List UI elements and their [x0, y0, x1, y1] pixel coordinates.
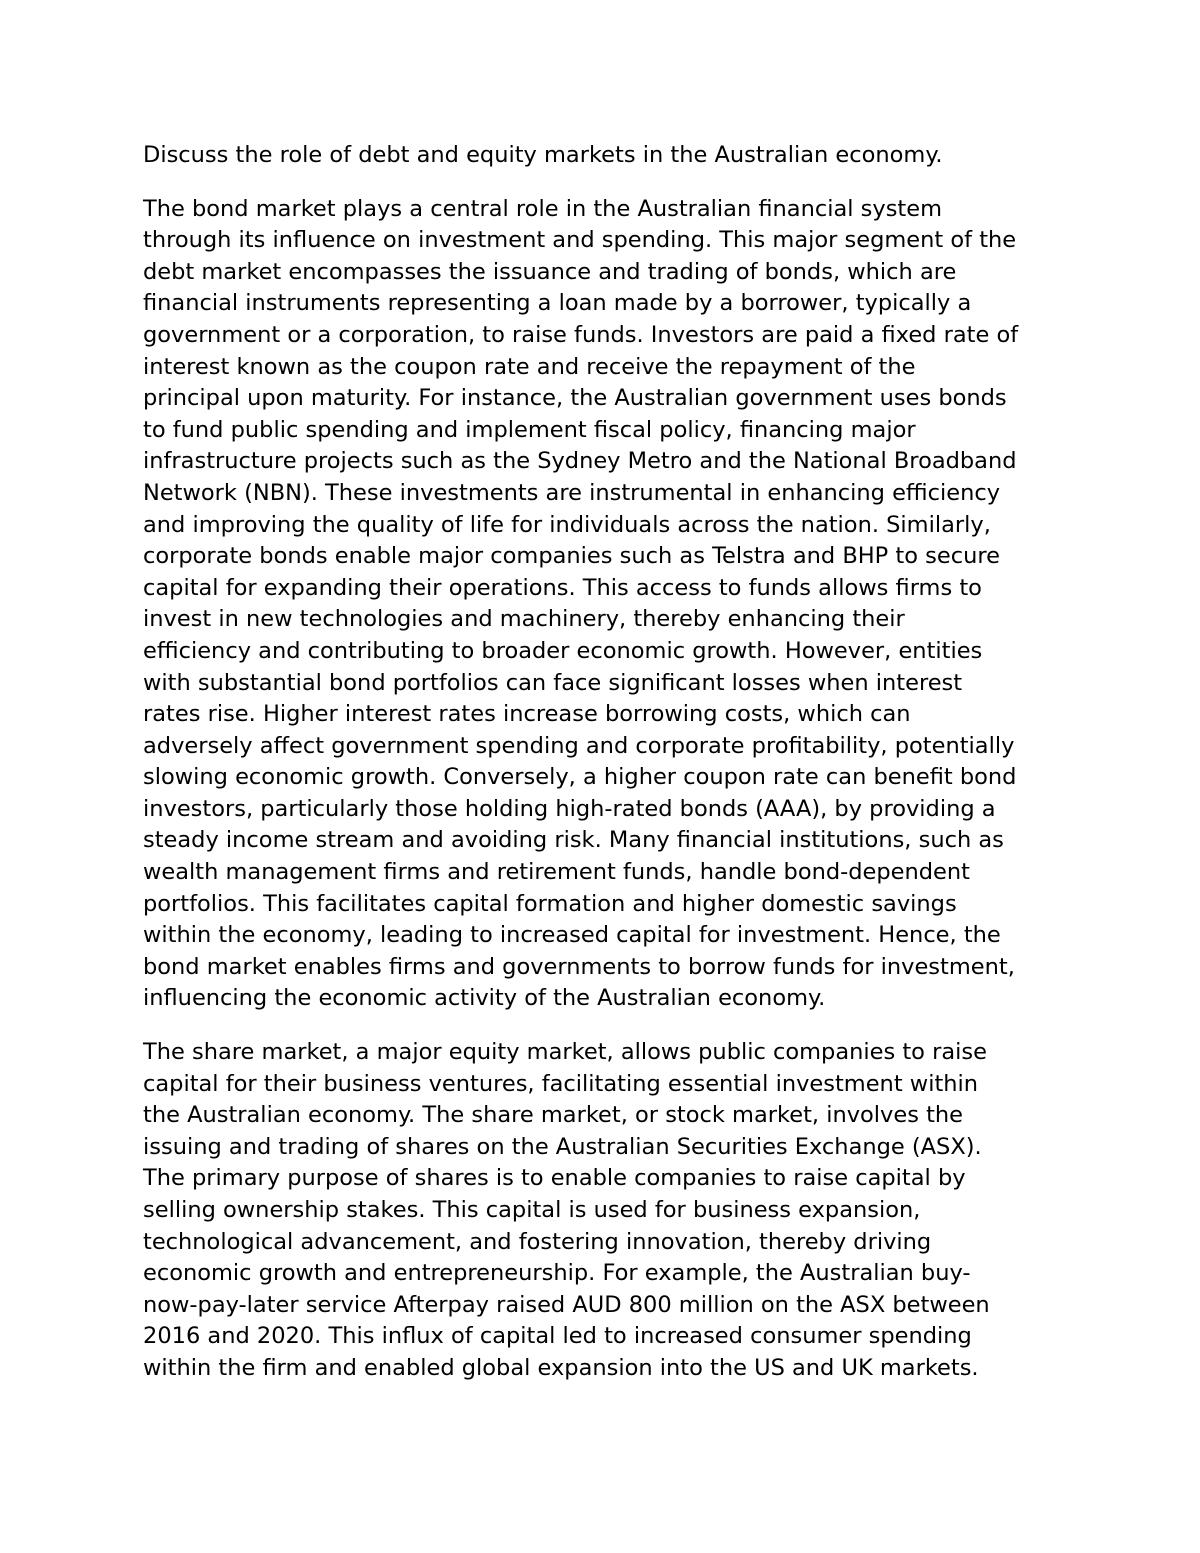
text-line: principal upon maturity. For instance, the Australian government uses bonds — [143, 385, 1007, 412]
text-line: adversely affect government spending and corporate profitability, potentially — [143, 732, 1015, 759]
text-line: debt market encompasses the issuance and trading of bonds, which are — [143, 258, 957, 285]
text-line: Network (NBN). These investments are instrumental in enhancing efficiency — [143, 479, 1001, 506]
paragraph-share-market — [143, 1037, 1078, 1385]
document-body — [143, 140, 1078, 1405]
text-line: portfolios. This facilitates capital formation and higher domestic savings — [143, 890, 957, 917]
text-line: interest known as the coupon rate and receive the repayment of the — [143, 353, 916, 380]
text-line: through its influence on investment and spending. This major segment of the — [143, 227, 1017, 254]
text-line: and improving the quality of life for individuals across the nation. Similarly, — [143, 511, 991, 538]
text-line: within the economy, leading to increased capital for investment. Hence, the — [143, 922, 1001, 949]
text-line: influencing the economic activity of the Australian economy. — [143, 985, 826, 1012]
text-line: capital for their business ventures, facilitating essential investment within — [143, 1070, 979, 1097]
text-line: government or a corporation, to raise funds. Investors are paid a fixed rate of — [143, 321, 1019, 348]
text-line: within the firm and enabled global expansion into the US and UK markets. — [143, 1354, 979, 1381]
text-line: to fund public spending and implement fiscal policy, financing major — [143, 416, 916, 443]
text-line: Discuss the role of debt and equity markets in the Australian economy. — [143, 142, 943, 168]
text-line: wealth management firms and retirement funds, handle bond-dependent — [143, 859, 970, 886]
text-line: corporate bonds enable major companies such as Telstra and BHP to secure — [143, 543, 1000, 570]
text-line: The share market, a major equity market, allows public companies to raise — [143, 1039, 987, 1066]
text-line: infrastructure projects such as the Sydney Metro and the National Broadband — [143, 448, 1017, 475]
text-line: capital for expanding their operations. This access to funds allows firms to — [143, 574, 982, 601]
text-line: efficiency and contributing to broader economic growth. However, entities — [143, 637, 983, 664]
text-line: The primary purpose of shares is to enable companies to raise capital by — [143, 1165, 966, 1192]
text-line: now-pay-later service Afterpay raised AUD 800 million on the ASX between — [143, 1291, 990, 1318]
text-line: bond market enables firms and governments to borrow funds for investment, — [143, 953, 1015, 980]
text-line: the Australian economy. The share market, or stock market, involves the — [143, 1102, 964, 1129]
text-line: economic growth and entrepreneurship. For example, the Australian buy- — [143, 1260, 971, 1287]
text-line: rates rise. Higher interest rates increase borrowing costs, which can — [143, 701, 911, 728]
text-line: investors, particularly those holding high-rated bonds (AAA), by providing a — [143, 795, 996, 822]
text-line: selling ownership stakes. This capital is used for business expansion, — [143, 1197, 921, 1223]
text-line: The bond market plays a central role in the Australian financial system — [143, 195, 943, 222]
text-line: issuing and trading of shares on the Australian Securities Exchange (ASX). — [143, 1133, 982, 1160]
text-line: with substantial bond portfolios can face significant losses when interest — [143, 669, 963, 696]
text-line: slowing economic growth. Conversely, a higher coupon rate can benefit bond — [143, 764, 1017, 791]
text-line: 2016 and 2020. This influx of capital led to increased consumer spending — [143, 1323, 972, 1350]
text-line: technological advancement, and fostering innovation, thereby driving — [143, 1228, 932, 1255]
essay-question — [143, 140, 1078, 172]
text-line: invest in new technologies and machinery, thereby enhancing their — [143, 606, 905, 633]
text-line: steady income stream and avoiding risk. Many financial institutions, such as — [143, 827, 1004, 854]
text-line: financial instruments representing a loan made by a borrower, typically a — [143, 290, 972, 317]
paragraph-bond-market — [143, 194, 1078, 1015]
